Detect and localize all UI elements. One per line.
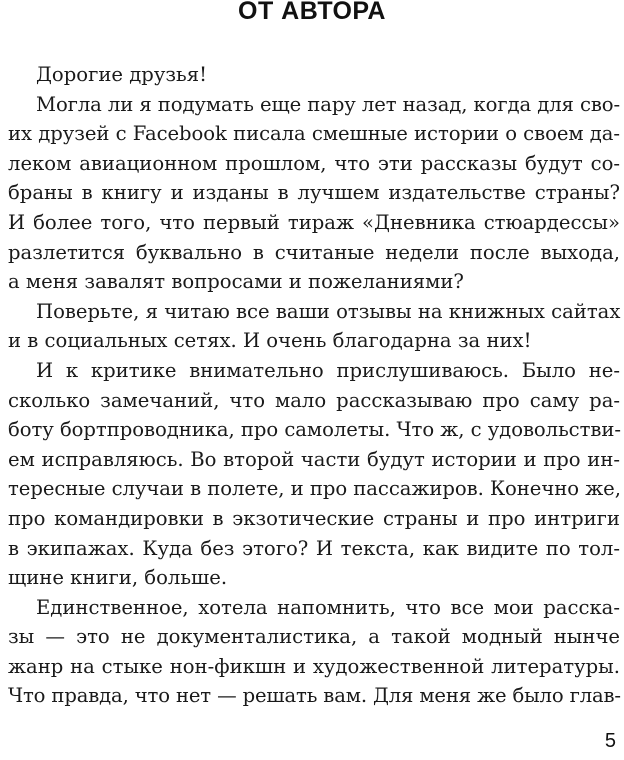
text-line: Единственное, хотела напомнить, что все мои расска- bbox=[36, 595, 620, 619]
text-line: про командировки в экзотические страны и про интриги bbox=[8, 506, 620, 530]
text-line: щине книги, больше. bbox=[8, 566, 228, 590]
text-line: Могла ли я подумать еще пару лет назад, когда для сво- bbox=[36, 92, 620, 116]
text-line: в экипажах. Куда без этого? И текста, как видите по тол- bbox=[8, 536, 620, 560]
text-line: зы — это не документалистика, а такой модный нынче bbox=[8, 625, 620, 649]
text-line: И к критике внимательно прислушиваюсь. Было не- bbox=[36, 358, 620, 382]
text-line: ем исправляюсь. Во второй части будут истории и про ин- bbox=[8, 447, 620, 471]
text-line: И более того, что первый тираж «Дневника стюардессы» bbox=[8, 210, 620, 234]
text-line: леком авиационном прошлом, что эти рассказы будут со- bbox=[8, 151, 620, 175]
text-line: а меня завалят вопросами и пожеланиями? bbox=[8, 270, 464, 294]
text-line: и в социальных сетях. И очень благодарна за них! bbox=[8, 329, 532, 353]
text-line: их друзей с Facebook писала смешные истории о своем да- bbox=[8, 122, 620, 146]
text-line: тересные случаи в полете, и про пассажиров. Конечно же, bbox=[8, 477, 621, 501]
page-title: ОТ АВТОРА bbox=[238, 0, 386, 25]
text-line: Дорогие друзья! bbox=[36, 63, 207, 86]
page-number: 5 bbox=[604, 730, 616, 752]
text-line: Поверьте, я читаю все ваши отзывы на книжных сайтах bbox=[36, 299, 621, 323]
text-line: разлетится буквально в считаные недели после выхода, bbox=[8, 240, 620, 264]
text-line: Что правда, что нет — решать вам. Для меня же было глав- bbox=[8, 684, 621, 708]
text-line: браны в книгу и изданы в лучшем издательстве страны? bbox=[8, 181, 620, 205]
text-line: жанр на стыке нон-фикшн и художественной литературы. bbox=[8, 654, 620, 678]
body-text bbox=[8, 60, 620, 711]
text-line: боту бортпроводника, про самолеты. Что ж, с удовольстви- bbox=[8, 418, 621, 442]
text-line: сколько замечаний, что мало рассказываю про саму ра- bbox=[8, 388, 620, 412]
